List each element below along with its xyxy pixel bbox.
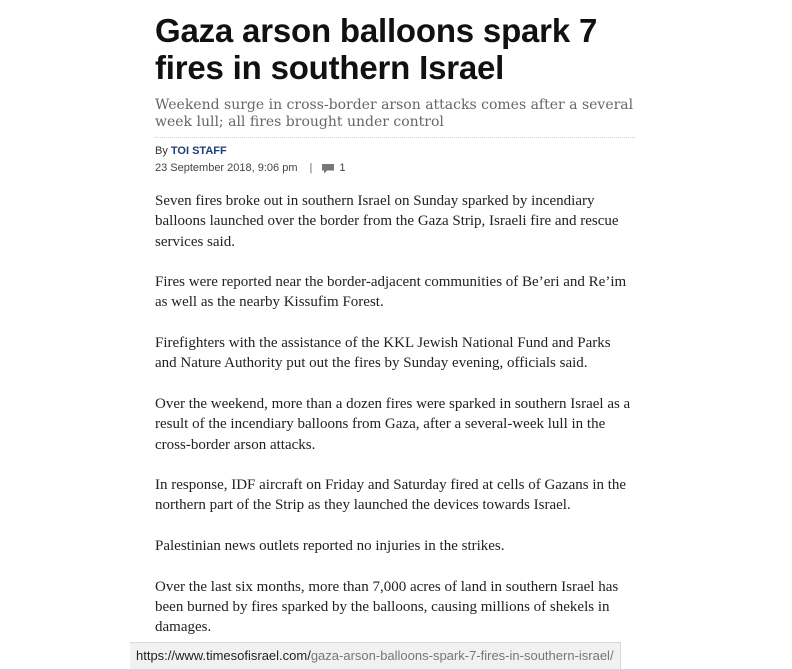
article-headline: Gaza arson balloons spark 7 fires in southern Israel — [155, 12, 598, 86]
status-url-path: gaza-arson-balloons-spark-7-fires-in-southern-israel/ — [310, 648, 614, 663]
article — [155, 12, 635, 658]
article-paragraph: Seven fires broke out in southern Israel on Sunday sparked by incendiary balloons launched over the border from the Gaza Strip, Israeli fire and rescue services said. — [155, 193, 619, 250]
article-paragraph: Palestinian news outlets reported no injuries in the strikes. — [155, 538, 505, 555]
byline — [155, 145, 635, 158]
comment-bubble-icon — [321, 163, 335, 174]
article-paragraph: Over the last six months, more than 7,000 acres of land in southern Israel has been burned by fires sparked by the balloons, causing millions of shekels in damages. — [155, 578, 619, 636]
article-paragraph: Firefighters with the assistance of the KKL Jewish National Fund and Parks and Nature Authority put out the fires by Sunday evening, officials said. — [155, 335, 611, 372]
publish-date: 23 September 2018, 9:06 pm — [155, 162, 298, 174]
article-paragraph: In response, IDF aircraft on Friday and Saturday fired at cells of Gazans in the northern part of the Strip as they launched the devices towards Israel. — [155, 477, 627, 514]
comments-link[interactable] — [321, 160, 345, 176]
article-body — [155, 191, 635, 638]
article-paragraph: Over the weekend, more than a dozen fires were sparked in southern Israel as a result of the incendiary balloons from Gaza, after a several-week lull in the cross-border arson attacks. — [155, 395, 631, 453]
dateline-separator: | — [309, 162, 313, 174]
dateline — [155, 160, 635, 176]
status-url-host: https://www.timesofisrael.com/ — [136, 648, 311, 663]
comment-count: 1 — [339, 162, 346, 174]
article-paragraph: Fires were reported near the border-adjacent communities of Be’eri and Re’im as well as the nearby Kissufim Forest. — [155, 274, 627, 311]
author-link[interactable]: TOI STAFF — [170, 145, 227, 157]
article-subhead: Weekend surge in cross-border arson attacks comes after a several week lull; all fires brought under control — [155, 97, 635, 138]
byline-prefix: By — [155, 145, 171, 157]
link-status-bar — [130, 642, 621, 669]
